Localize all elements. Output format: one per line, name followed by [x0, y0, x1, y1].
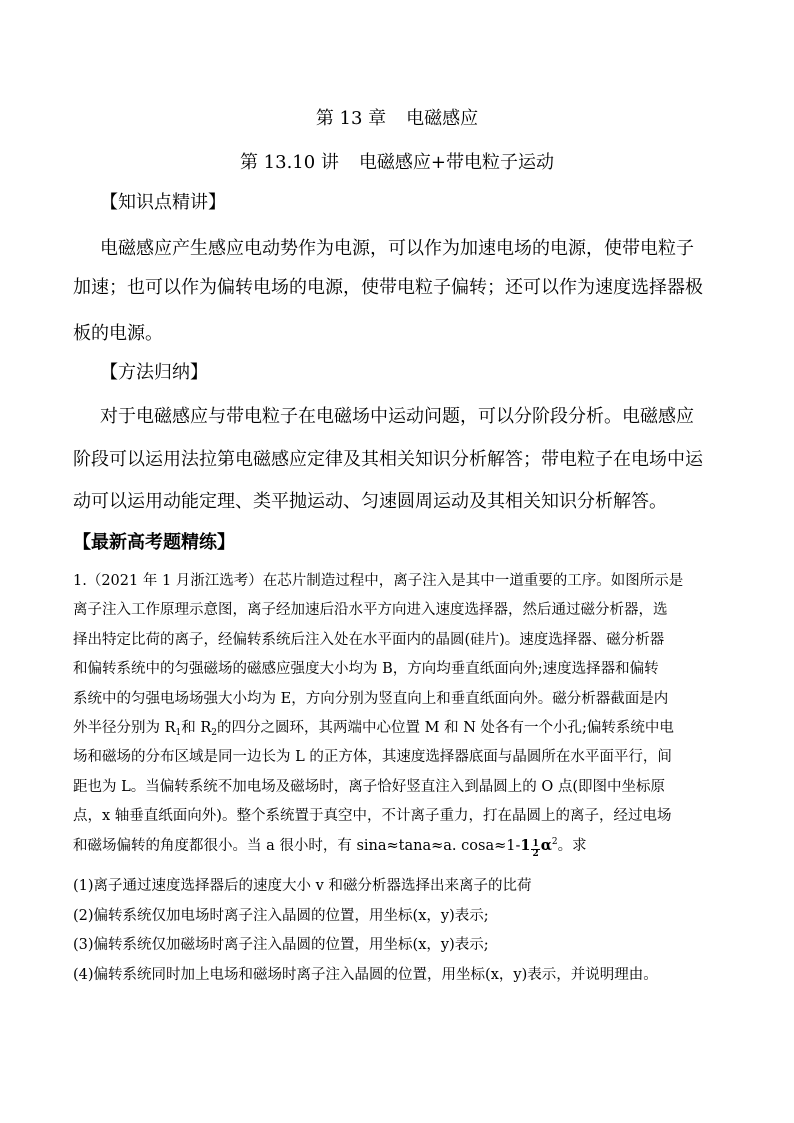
chapter-name: 电磁感应 — [406, 108, 479, 129]
problem-line: 点，x 轴垂直纸面向外)。整个系统置于真空中，不计离子重力，打在晶圆上的离子，经过电场 — [73, 808, 672, 824]
problem-line: 和偏转系统中的匀强磁场的磁感应强度大小均为 B，方向均垂直纸面向外;速度选择器和偏转 — [73, 661, 659, 677]
problem-line: 场和磁场的分布区域是同一边长为 L 的正方体，其速度选择器底面与晶圆所在水平面平行，间 — [73, 749, 672, 765]
fraction — [531, 840, 539, 859]
method-heading: 【方法归纳】 — [100, 362, 208, 383]
problem-line — [73, 834, 587, 859]
text-run: 的四分之圆环，其两端中心位置 M 和 N 处各有一个小孔;偏转系统中电 — [217, 720, 674, 736]
chapter-number: 第 13 章 — [315, 108, 387, 129]
question-item: (4)偏转系统同时加上电场和磁场时离子注入晶圆的位置，用坐标(x，y)表示，并说明理由。 — [73, 967, 658, 983]
subscript: 1 — [175, 728, 182, 738]
fraction-numerator: 1 — [532, 839, 539, 849]
formula-alpha: α — [540, 837, 552, 854]
fraction-denominator: 2 — [532, 849, 539, 859]
text-run: 和磁场偏转的角度都很小。 — [73, 838, 247, 854]
text-run: 。求 — [557, 838, 587, 854]
knowledge-line: 加速；也可以作为偏转电场的电源，使带电粒子偏转；还可以作为速度选择器极 — [73, 277, 703, 298]
problem-line: 择出特定比荷的离子，经偏转系统后注入处在水平面内的晶圆(硅片)。速度选择器、磁分析器 — [73, 632, 665, 648]
problem-line: 离子注入工作原理示意图，离子经加速后沿水平方向进入速度选择器，然后通过磁分析器，选 — [73, 602, 668, 618]
method-line: 阶段可以运用法拉第电磁感应定律及其相关知识分析解答；带电粒子在电场中运 — [73, 449, 703, 470]
chapter-title — [0, 104, 794, 130]
method-line: 动可以运用动能定理、类平抛运动、匀速圆周运动及其相关知识分析解答。 — [73, 491, 667, 512]
question-item: (2)偏转系统仅加电场时离子注入晶圆的位置，用坐标(x，y)表示; — [73, 908, 489, 924]
text-run: 当 a 很小时，有 sina≈tana≈a. cosa≈1- — [247, 838, 521, 854]
subscript: 2 — [211, 728, 218, 738]
knowledge-line: 板的电源。 — [73, 323, 163, 344]
question-item: (1)离子通过速度选择器后的速度大小 v 和磁分析器选择出来离子的比荷 — [73, 878, 532, 894]
problem-line: 系统中的匀强电场场强大小均为 E，方向分别为竖直向上和垂直纸面向外。磁分析器截面是内 — [73, 691, 669, 707]
question-item: (3)偏转系统仅加磁场时离子注入晶圆的位置，用坐标(x，y)表示; — [73, 937, 489, 953]
problem-line: 距也为 L。当偏转系统不加电场及磁场时，离子恰好竖直注入到晶圆上的 O 点(即图中坐标原 — [73, 779, 665, 795]
lesson-title — [0, 148, 794, 174]
problem-line: 1.（2021 年 1 月浙江选考）在芯片制造过程中，离子注入是其中一道重要的工序。如图所示是 — [73, 573, 684, 589]
problem-line — [73, 716, 674, 738]
lesson-name: 电磁感应+带电粒子运动 — [358, 152, 555, 173]
method-line: 对于电磁感应与带电粒子在电磁场中运动问题，可以分阶段分析。电磁感应 — [100, 406, 694, 427]
superscript: 2 — [551, 837, 558, 848]
exam-heading: 【最新高考题精练】 — [73, 532, 235, 553]
lesson-number: 第 13.10 讲 — [239, 152, 339, 173]
knowledge-heading: 【知识点精讲】 — [100, 192, 226, 213]
text-run: 和 R — [181, 720, 212, 736]
knowledge-line: 电磁感应产生感应电动势作为电源，可以作为加速电场的电源，使带电粒子 — [100, 238, 694, 259]
text-run: 外半径分别为 R — [73, 720, 176, 736]
formula-one: 1 — [520, 837, 531, 854]
